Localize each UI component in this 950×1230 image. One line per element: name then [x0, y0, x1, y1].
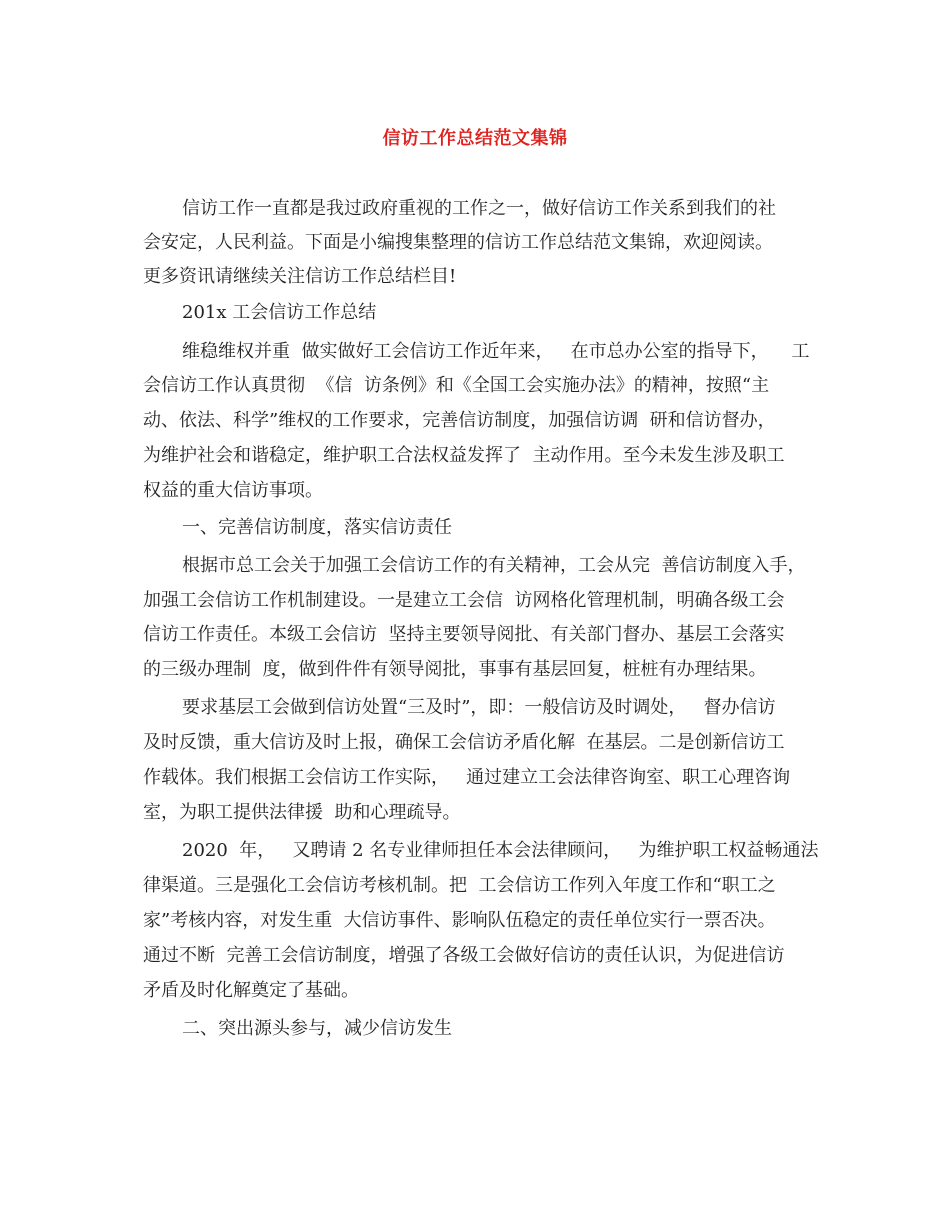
- body-line-9: 权益的重大信访事项。: [143, 480, 323, 501]
- document-title: 信访工作总结范文集锦: [382, 128, 568, 149]
- section-heading-1: 一、完善信访制度，落实信访责任: [182, 517, 452, 538]
- body-line-18: 室，为职工提供法律援 助和心理疏导。: [143, 802, 461, 823]
- body-line-8: 为维护社会和谐稳定，维护职工合法权益发挥了 主动作用。至今未发生涉及职工: [143, 445, 785, 466]
- section-heading-201x: 201x 工会信访工作总结: [182, 302, 377, 323]
- body-line-19: 2020 年， 又聘请 2 名专业律师担任本会法律顾问， 为维护职工权益畅通法: [182, 840, 819, 861]
- body-line-7: 动、依法、科学”维权的工作要求，完善信访制度，加强信访调 研和信访督办，: [143, 410, 776, 431]
- body-line-23: 矛盾及时化解奠定了基础。: [143, 980, 359, 1001]
- body-line-16: 及时反馈，重大信访及时上报，确保工会信访矛盾化解 在基层。二是创新信访工: [143, 732, 785, 753]
- body-line-2: 会安定，人民利益。下面是小编搜集整理的信访工作总结范文集锦，欢迎阅读。: [143, 232, 773, 253]
- body-line-20: 律渠道。三是强化工会信访考核机制。把 工会信访工作列入年度工作和“职工之: [143, 875, 776, 896]
- body-line-17: 作载体。我们根据工会信访工作实际， 通过建立工会法律咨询室、职工心理咨询: [143, 767, 791, 788]
- body-line-15: 要求基层工会做到信访处置“三及时”，即：一般信访及时调处， 督办信访: [182, 697, 776, 718]
- body-line-21: 家”考核内容，对发生重 大信访事件、影响队伍稳定的责任单位实行一票否决。: [143, 910, 776, 931]
- section-heading-2: 二、突出源头参与，减少信访发生: [182, 1018, 452, 1039]
- body-line-6: 会信访工作认真贯彻 《信 访条例》和《全国工会实施办法》的精神，按照“主: [143, 375, 770, 396]
- body-line-5: 维稳维权并重 做实做好工会信访工作近年来， 在市总办公室的指导下， 工: [182, 341, 810, 362]
- body-line-13: 信访工作责任。本级工会信访 坚持主要领导阅批、有关部门督办、基层工会落实: [143, 624, 785, 645]
- body-line-11: 根据市总工会关于加强工会信访工作的有关精神，工会从完 善信访制度入手，: [182, 555, 806, 576]
- body-line-14: 的三级办理制 度，做到件件有领导阅批，事事有基层回复，桩桩有办理结果。: [143, 659, 767, 680]
- body-line-1: 信访工作一直都是我过政府重视的工作之一，做好信访工作关系到我们的社: [182, 198, 776, 219]
- body-line-22: 通过不断 完善工会信访制度，增强了各级工会做好信访的责任认识，为促进信访: [143, 945, 785, 966]
- body-line-3: 更多资讯请继续关注信访工作总结栏目!: [143, 266, 457, 287]
- body-line-12: 加强工会信访工作机制建设。一是建立工会信 访网格化管理机制，明确各级工会: [143, 590, 785, 611]
